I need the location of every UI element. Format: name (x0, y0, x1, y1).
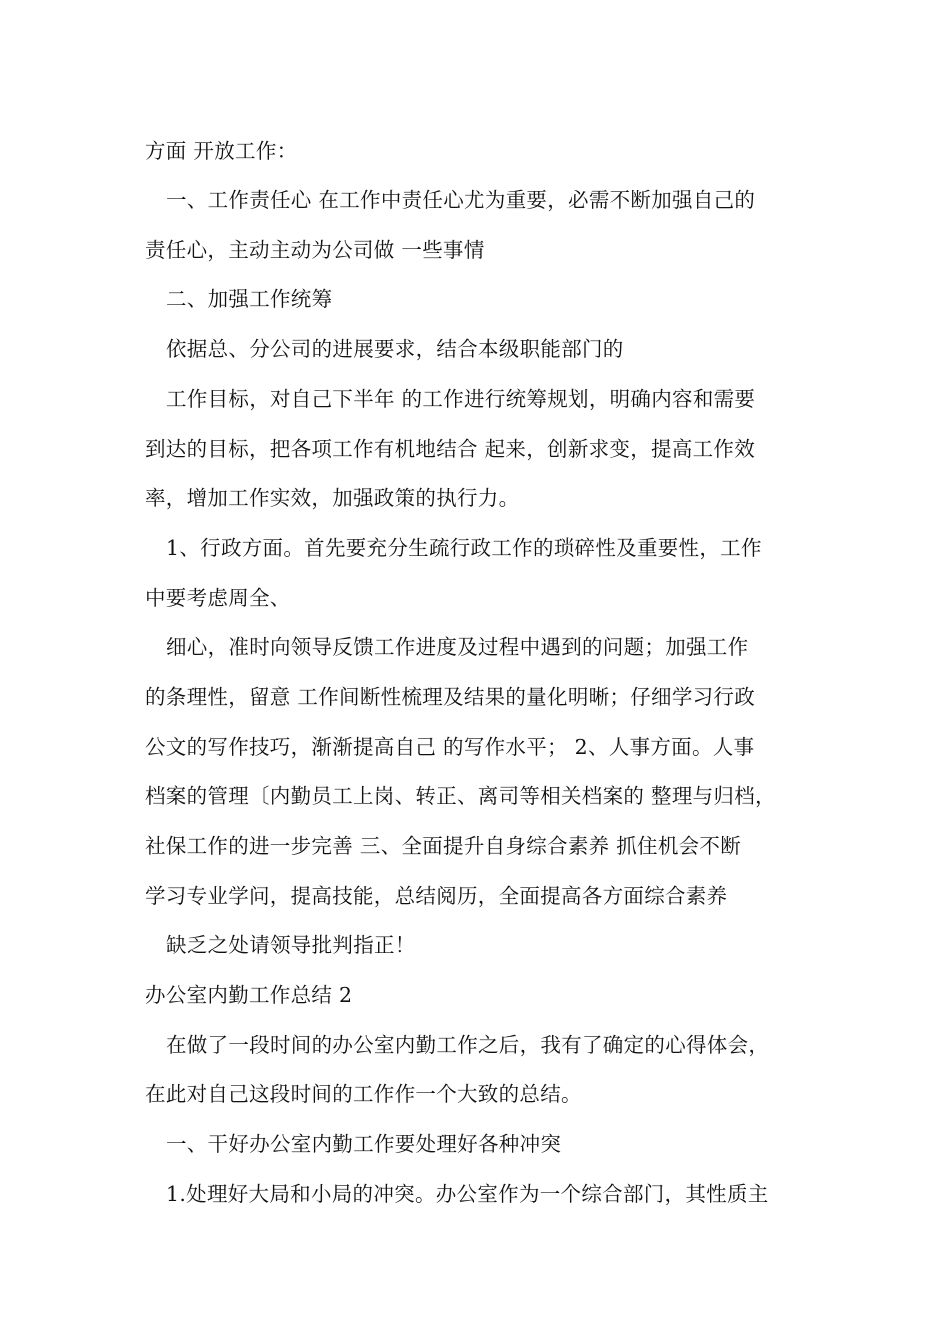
text-line: 工作目标，对自己下半年 的工作进行统筹规划，明确内容和需要 (166, 387, 756, 411)
text-line: 学习专业学问，提高技能，总结阅历，全面提高各方面综合素养 (145, 884, 728, 908)
text-line: 公文的写作技巧，渐渐提高自己 的写作水平； 2、人事方面。人事 (145, 735, 755, 759)
section-heading: 一、干好办公室内勤工作要处理好各种冲突 (166, 1132, 562, 1156)
text-line: 档案的管理〔内勤员工上岗、转正、离司等相关档案的 整理与归档， (145, 784, 776, 808)
text-line: 1.处理好大局和小局的冲突。办公室作为一个综合部门，其性质主 (166, 1182, 769, 1206)
text-line: 缺乏之处请领导批判指正！ (166, 933, 416, 957)
text-line: 社保工作的进一步完善 三、全面提升自身综合素养 抓住机会不断 (145, 834, 742, 858)
text-line: 率，增加工作实效，加强政策的执行力。 (145, 486, 520, 510)
text-line: 细心，准时向领导反馈工作进度及过程中遇到的问题；加强工作 (166, 635, 749, 659)
text-line: 1、行政方面。首先要充分生疏行政工作的琐碎性及重要性，工作 (166, 536, 762, 560)
text-line: 在做了一段时间的办公室内勤工作之后，我有了确定的心得体会， (166, 1033, 770, 1057)
text-line: 中要考虑周全、 (145, 586, 291, 610)
text-line: 在此对自己这段时间的工作作一个大致的总结。 (145, 1082, 582, 1106)
section-heading: 二、加强工作统筹 (166, 287, 333, 311)
text-line: 的条理性，留意 工作间断性梳理及结果的量化明晰；仔细学习行政 (145, 685, 756, 709)
text-line: 依据总、分公司的进展要求，结合本级职能部门的 (166, 337, 624, 361)
text-line: 方面 开放工作： (145, 139, 298, 163)
text-line: 责任心，主动主动为公司做 一些事情 (145, 238, 485, 262)
document-title: 办公室内勤工作总结 2 (145, 983, 353, 1007)
text-line: 一、工作责任心 在工作中责任心尤为重要，必需不断加强自己的 (166, 188, 756, 212)
text-line: 到达的目标，把各项工作有机地结合 起来，创新求变，提高工作效 (145, 437, 756, 461)
